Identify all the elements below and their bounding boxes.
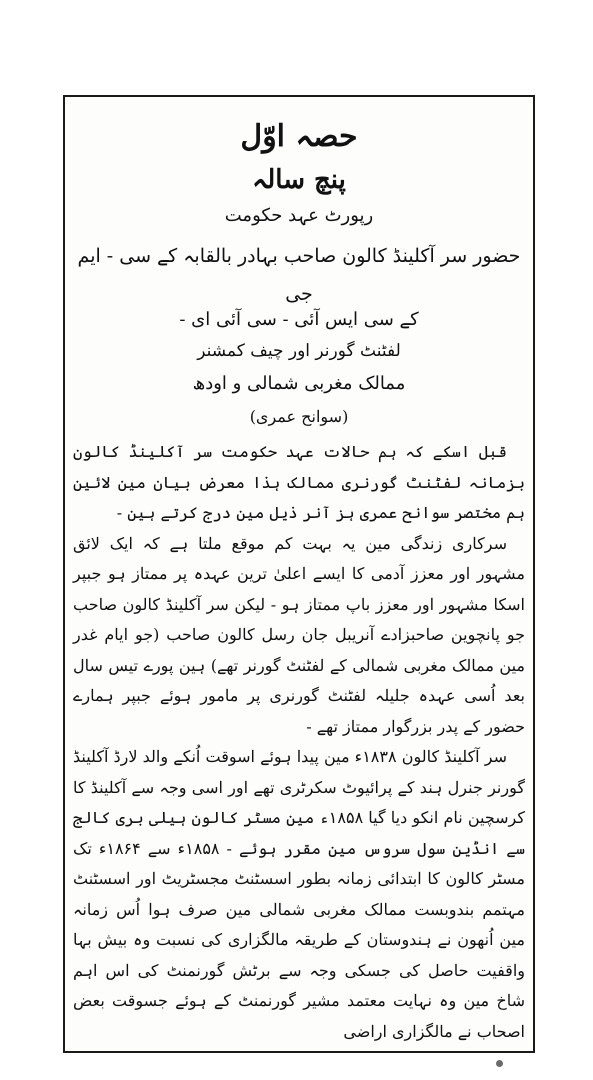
paragraph-career: سرکاری زندگی مین یہ بہت کم موقع ملتا ہے کہ ایک لائق مشہور اور معزز آدمی کا ایسے اعلیٰ ترین عہدہ پر ممتاز ہو جبپر اسکا مشہور اور معزز باپ ممتاز ہو - لیکن سر آکلینڈ کالون صاحب جو پانچوین صاحبزادے آنریبل جان رسل کالون صاحب (جو ایام غدر مین ممالک مغربی شمالی کے لفٹنٹ گورنر تھے) ہین پورے تیس سال بعد اُسی عہدہ جلیلہ لفٹنٹ گورنری پر مامور ہوئے جبپر ہمارے حضور کے پدر بزرگوار ممتاز تھے - (73, 533, 525, 736)
report-subtitle: رپورٹ عہد حکومت (224, 205, 374, 226)
page-frame (63, 95, 535, 1053)
office-line: لفٹنٹ گورنر اور چیف کمشنر (197, 341, 401, 361)
paragraph-early-life: سر آکلینڈ کالون ۱۸۳۸ء مین پیدا ہوئے اسوقت اُنکے والد لارڈ آکلینڈ گورنر جنرل ہند کے پرائیوٹ سکرٹری تھے اور اسی وجہ سے آکلینڈ کا کرسچین نام انکو دیا گیا ۱۸۵۸ء مین مسٹر کالون ہیلی بری کالج سے انڈین سول سروس مین مقرر ہوئے - ۱۸۵۸ء سے ۱۸۶۴ء تک مسٹر کالون کا ابتدائی زمانہ بطور اسسٹنٹ مجسٹریٹ اور اسسٹنٹ مہتمم بندوبست ممالک مغربی شمالی مین صرف ہوا اُس زمانہ مین اُنھون نے ہندوستان کے طریقہ مالگزاری کی نسبت وہ بیش بہا واقفیت حاصل کی جسکی وجہ سے برٹش گورنمنٹ کی اس اہم شاخ مین وہ نہایت معتمد مشیر گورنمنٹ کے ہوئے جسوقت بعض اصحاب نے مالگزاری اراضی (73, 747, 526, 1041)
province-line: ممالک مغربی شمالی و اودھ (192, 373, 406, 394)
section-title: حصہ اوّل (240, 119, 358, 154)
biography-label: (سوانح عمری) (249, 407, 349, 426)
ink-dot (496, 1060, 503, 1067)
report-title: پنچ سالہ (252, 165, 346, 195)
titles-line: کے سی ایس آئی - سی آئی ای - (179, 309, 419, 330)
honor-line: حضور سر آکلینڈ کالون صاحب بہادر بالقابہ کے سی - ایم جی (77, 245, 521, 305)
body-text (73, 437, 525, 1047)
paragraph-intro: قبل اسکے کہ ہم حالات عہد حکومت سر آکلینڈ کالون بزمانہ لفٹنٹ گورنری ممالک ہذا معرض بیان مین لائین ہم مختصر سوانح عمری ہز آنر ذیل مین درج کرتے ہین - (73, 442, 525, 522)
